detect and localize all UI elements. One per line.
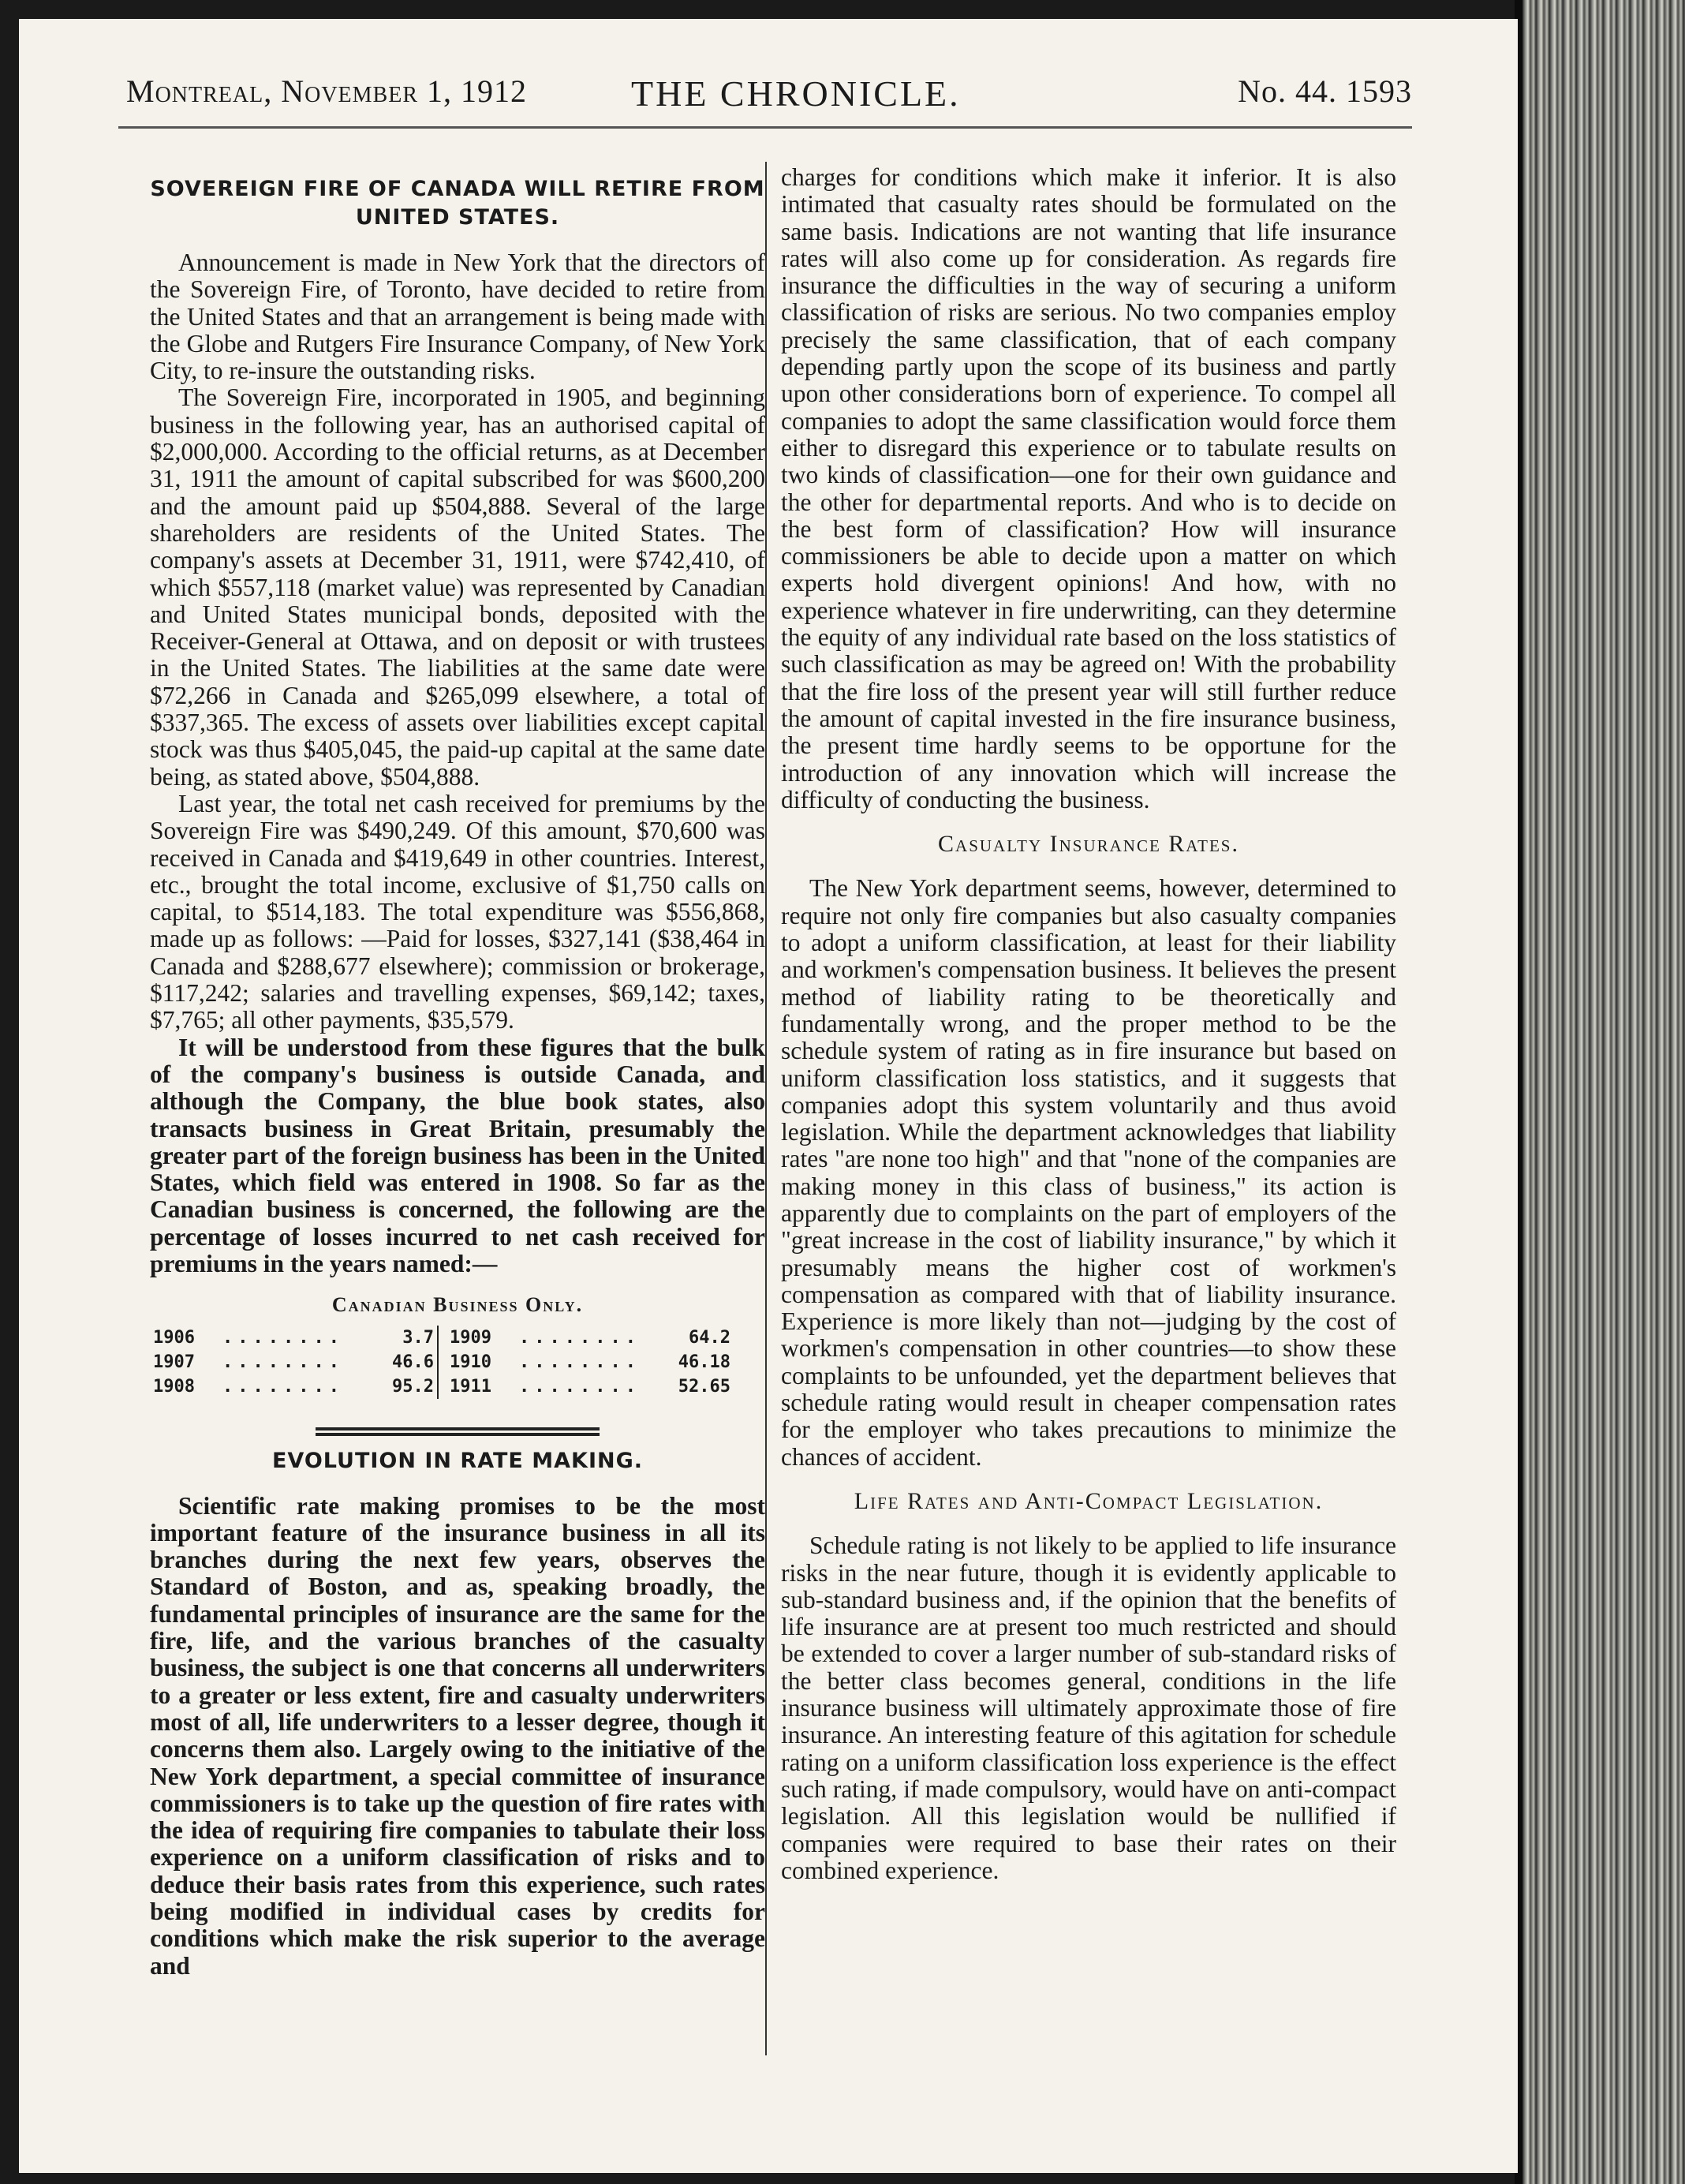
table-leader-dots: ........ xyxy=(222,1327,344,1348)
table-cell-year: 1908 xyxy=(153,1376,195,1397)
article-paragraph: Schedule rating is not likely to be applied to life insurance risks in the near future, though it is evidently applicable to sub-standard business and, if the opinion that the benefits of life insurance are at present too much restricted and should be extended to cover a larger number of sub-standard risks of the better class becomes general, conditions in the life insurance business will ultimately approximate those of fire insurance. An interesting feature of this agitation for schedule rating on a uniform classification loss experience is the effect such rating, if made compulsory, would have on anti-compact legislation. All this legislation would be nullified if companies were required to base their rates on their combined experience. xyxy=(781,1531,1396,1884)
right-column xyxy=(781,164,1396,1884)
header-rule xyxy=(118,126,1412,129)
header-issue-page: No. 44. 1593 xyxy=(1238,73,1412,109)
subheading-life-rates: Life Rates and Anti-Compact Legislation. xyxy=(854,1487,1324,1514)
table-cell-year: 1911 xyxy=(438,1374,516,1399)
table-cell-value: 52.65 xyxy=(678,1376,730,1397)
article-paragraph: The New York department seems, however, determined to require not only fire companies but also casualty companies to adopt a uniform classification, at least for their liability and workmen's compensation business. It believes the present method of liability rating to be theoretically and fundamentally wrong, and the proper method to be the schedule system of rating as in fire insurance but based on uniform classification loss statistics, and it suggests that companies adopt this system voluntarily and thus avoid legislation. While the department acknowledges that liability rates "are none too high" and that "none of the companies are making money in this class of business," its action is apparently due to complaints on the part of employers of the "great increase in the cost of liability insurance," by which it presumably means the higher cost of workmen's compensation as compared with that of liability insurance. Experience is more likely than not—judging by the cost of workmen's compensation in other countries—to show these complaints to be unfounded, yet the department believes that schedule rating would result in cheaper compensation rates for the employer who takes precautions to minimize the chances of accident. xyxy=(781,874,1396,1471)
article-title-evolution: EVOLUTION IN RATE MAKING. xyxy=(271,1448,644,1473)
loss-ratio-table xyxy=(150,1326,734,1399)
article-paragraph: Last year, the total net cash received for premiums by the Sovereign Fire was $490,249. Of this amount, $70,600 was received in Canada and $419,649 in other countries. Interest, etc., brought the total income, exclusive of $1,750 calls on capital, to $514,183. The total expenditure was $556,868, made up as follows: —Paid for losses, $327,141 ($38,464 in Canada and $288,677 elsewhere); commission or brokerage, $117,242; salaries and travelling expenses, $69,142; taxes, $7,765; all other payments, $35,579. xyxy=(150,789,765,1034)
table-cell-year: 1907 xyxy=(153,1352,195,1372)
table-leader-dots: ........ xyxy=(222,1352,344,1372)
table-cell-year: 1906 xyxy=(153,1327,195,1348)
table-cell-value: 46.18 xyxy=(678,1352,730,1372)
table-cell-value: 3.7 xyxy=(402,1327,434,1348)
article-paragraph: charges for conditions which make it inferior. It is also intimated that casualty rates should be formulated on the same basis. Indications are not wanting that life insurance rates will also come up for consideration. As regards fire insurance the difficulties in the way of securing a uniform classification of risks are serious. No two companies employ precisely the same classification, that of each company depending partly upon the scope of its business and partly upon other considerations born of experience. To compel all companies to adopt the same classification would force them either to disregard this experience or to tabulate results on two kinds of classification—one for their own guidance and the other for departmental reports. And who is to decide on the best form of classification? How will insurance commissioners be able to decide upon a matter on which experts hold divergent opinions! And how, with no experience whatever in fire underwriting, can they determine the equity of any individual rate based on the loss statistics of such classification as may be agreed on! With the probability that the fire loss of the present year will still further reduce the amount of capital invested in the fire insurance business, the present time hardly seems to be opportune for the introduction of any innovation which will increase the difficulty of conducting the business. xyxy=(781,163,1396,813)
left-column xyxy=(150,164,765,1980)
article-paragraph: It will be understood from these figures that the bulk of the company's business is outside Canada, and although the Company, the blue book states, also transacts business in Great Britain, presumably the greater part of the foreign business has been in the United States, which field was entered in 1908. So far as the Canadian business is concerned, the following are the percentage of losses incurred to net cash received for premiums in the years named:— xyxy=(150,1033,765,1277)
book-page-edges xyxy=(1522,0,1685,2184)
page-header xyxy=(110,73,1420,128)
table-leader-dots: ........ xyxy=(519,1327,641,1348)
section-divider xyxy=(316,1427,600,1436)
table-row xyxy=(150,1326,734,1350)
subheading-casualty: Casualty Insurance Rates. xyxy=(938,831,1239,858)
article-title-sovereign: SOVEREIGN FIRE OF CANADA WILL RETIRE FROM UNITED STATES. xyxy=(150,177,765,230)
table-cell-year: 1909 xyxy=(438,1326,516,1350)
loss-table-title: Canadian Business Only. xyxy=(331,1293,584,1317)
table-leader-dots: ........ xyxy=(519,1376,641,1397)
header-masthead: THE CHRONICLE. xyxy=(631,73,961,114)
header-dateline: Montreal, November 1, 1912 xyxy=(126,73,527,109)
table-row xyxy=(150,1350,734,1374)
table-cell-value: 46.6 xyxy=(392,1352,434,1372)
article-paragraph: Scientific rate making promises to be the most important feature of the insurance business in all its branches during the next few years, observes the Standard of Boston, and as, speaking broadly, the fundamental principles of insurance are the same for the fire, life, and the various branches of the casualty business, the subject is one that concerns all underwriters to a greater or less extent, fire and casualty underwriters most of all, life underwriters to a lesser degree, though it concerns them also. Largely owing to the initiative of the New York department, a special committee of insurance commissioners is to take up the question of fire rates with the idea of requiring fire companies to tabulate their loss experience on a uniform classification of risks and to deduce their basis rates from this experience, such rates being modified in individual cases by credits for conditions which make the risk superior to the average and xyxy=(150,1491,765,1980)
table-row xyxy=(150,1374,734,1399)
table-cell-value: 64.2 xyxy=(689,1327,730,1348)
column-divider xyxy=(765,162,767,2055)
article-paragraph: Announcement is made in New York that the directors of the Sovereign Fire, of Toronto, have decided to retire from the United States and that an arrangement is being made with the Globe and Rutgers Fire Insurance Company, of New York City, to re-insure the outstanding risks. xyxy=(150,249,765,385)
table-leader-dots: ........ xyxy=(222,1376,344,1397)
table-cell-value: 95.2 xyxy=(392,1376,434,1397)
article-paragraph: The Sovereign Fire, incorporated in 1905, and beginning business in the following year, has an authorised capital of $2,000,000. According to the official returns, as at December 31, 1911 the amount of capital subscribed for was $600,200 and the amount paid up $504,888. Several of the large shareholders are residents of the United States. The company's assets at December 31, 1911, were $742,410, of which $557,118 (market value) was represented by Canadian and United States municipal bonds, deposited with the Receiver-General at Ottawa, and on deposit or with trustees in the United States. The liabilities at the same date were $72,266 in Canada and $265,099 elsewhere, a total of $337,365. The excess of assets over liabilities except capital stock was thus $405,045, the paid-up capital at the same date being, as stated above, $504,888. xyxy=(150,383,765,791)
table-leader-dots: ........ xyxy=(519,1352,641,1372)
table-cell-year: 1910 xyxy=(438,1350,516,1374)
